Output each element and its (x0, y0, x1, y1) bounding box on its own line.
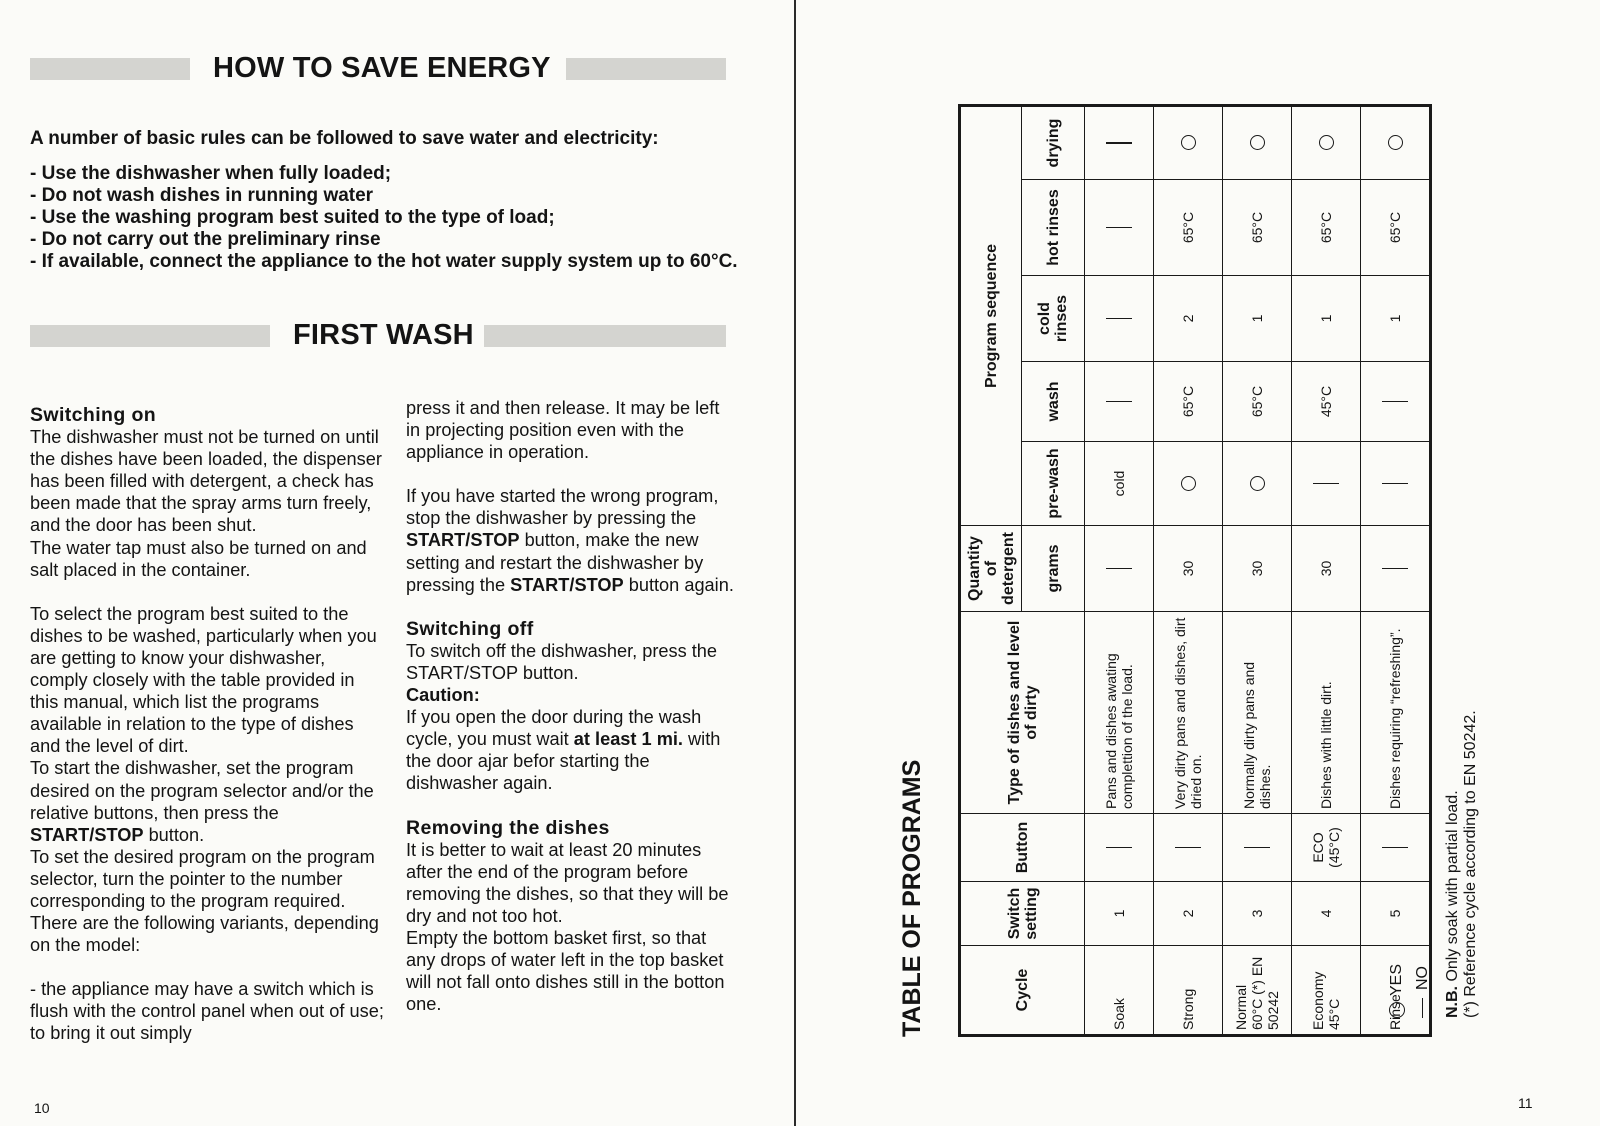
cell-prewash (1292, 442, 1361, 526)
page-fold (794, 0, 796, 1126)
text-run: with the door ajar befor starting the dishwasher again. (406, 729, 721, 794)
dash-icon (1382, 401, 1408, 402)
cell-wash (1085, 362, 1154, 442)
cell-type: Dishes with little dirt. (1292, 612, 1361, 814)
table-row (1361, 106, 1431, 1036)
cell-cycle: Rinse (1361, 946, 1431, 1036)
cell-cold-rinses: 2 (1154, 276, 1223, 362)
first-wash-band-right (484, 325, 726, 347)
header-switch-setting: Switch setting (960, 882, 1085, 946)
cell-button (1154, 814, 1223, 882)
heading-switching-on: Switching on (30, 404, 157, 426)
header-drying: drying (1022, 106, 1085, 180)
dash-icon (1382, 483, 1408, 484)
header-cold-rinses: cold rinses (1022, 276, 1085, 362)
dash-icon (1382, 568, 1408, 569)
cell-type: Very dirty pans and dishes, dirt dried on. (1154, 612, 1223, 814)
dash-icon (1106, 227, 1132, 228)
start-stop-label: START/STOP (406, 530, 520, 551)
cell-cold-rinses: 1 (1361, 276, 1431, 362)
circle-icon (1250, 476, 1265, 491)
paragraph-wrong-program (406, 485, 736, 595)
table-row (1292, 106, 1361, 1036)
header-pre-wash: pre-wash (1022, 442, 1085, 526)
energy-rules-list (30, 163, 738, 273)
header-grams: grams (1022, 526, 1085, 612)
caution-duration: at least 1 mi. (573, 729, 683, 750)
cell-type: Normally dirty pans and dishes. (1223, 612, 1292, 814)
header-cycle: Cycle (960, 946, 1085, 1036)
cell-drying (1085, 106, 1154, 180)
energy-intro: A number of basic rules can be followed to save water and electricity: (30, 128, 659, 149)
header-hot-rinses: hot rinses (1022, 180, 1085, 276)
cell-grams (1085, 526, 1154, 612)
start-stop-label: START/STOP (30, 824, 144, 845)
cell-grams: 30 (1223, 526, 1292, 612)
circle-icon (1250, 136, 1265, 151)
dash-icon (1313, 483, 1339, 484)
nb-text: Only soak with partial load. (1444, 790, 1461, 986)
title-band-left (30, 58, 190, 80)
cell-wash: 45°C (1292, 362, 1361, 442)
cell-grams: 30 (1154, 526, 1223, 612)
programs-table-body (1085, 106, 1431, 1036)
cell-switch: 5 (1361, 882, 1431, 946)
text-run: button. (143, 824, 205, 845)
heading-switching-off: Switching off (406, 617, 534, 640)
cell-switch: 3 (1223, 882, 1292, 946)
dash-icon (1106, 847, 1132, 848)
legend-no (1414, 966, 1432, 1018)
cell-hot-rinses: 65°C (1223, 180, 1292, 276)
cell-hot-rinses: 65°C (1154, 180, 1223, 276)
circle-icon (1319, 136, 1334, 151)
nb-note (1444, 790, 1462, 1018)
header-wash: wash (1022, 362, 1085, 442)
energy-rule: - If available, connect the appliance to the hot water supply system up to 60°C. (30, 251, 738, 272)
reference-note: (*) Reference cycle according to EN 50242. (1462, 710, 1479, 1018)
title-first-wash: FIRST WASH (293, 319, 474, 351)
title-how-to-save-energy: HOW TO SAVE ENERGY (213, 52, 551, 84)
text-run: button again. (623, 574, 734, 595)
heading-removing-dishes: Removing the dishes (406, 816, 610, 839)
dash-icon (1244, 847, 1270, 848)
energy-rule: - Use the washing program best suited to the type of load; (30, 207, 555, 228)
cell-button (1361, 814, 1431, 882)
cell-prewash (1361, 442, 1431, 526)
cell-type: Dishes requiring “refreshing”. (1361, 612, 1431, 814)
dash-icon (1106, 142, 1132, 143)
cell-hot-rinses: 65°C (1361, 180, 1431, 276)
cell-switch: 1 (1085, 882, 1154, 946)
paragraph-switch-variant: - the appliance may have a switch which is flush with the control panel when out of use; to bring it out simply (30, 979, 384, 1044)
rotated-table-block (898, 107, 1403, 1037)
paragraph-select-program: To select the program best suited to the dishes to be washed, particularly when you are getting to know your dishwasher, comply closely with the table provided in this manual, which list the programs available in relation to the type of dishes and the level of dirt. (30, 603, 377, 757)
cell-type: Pans and dishes awating complettion of the load. (1085, 612, 1154, 814)
text-column-right (406, 397, 736, 1015)
title-band-right (566, 58, 726, 80)
text-run: To start the dishwasher, set the program desired on the program selector and/or the relative buttons, then press the (30, 758, 374, 823)
paragraph-switching-on: The dishwasher must not be turned on until the dishes have been loaded, the dispenser has been filled with detergent, a check has been made that the spray arms turn freely, and the door has been shut. (30, 427, 382, 536)
energy-rule: - Do not wash dishes in running water (30, 185, 374, 206)
cell-drying (1223, 106, 1292, 180)
cell-cold-rinses: 1 (1292, 276, 1361, 362)
cell-hot-rinses: 65°C (1292, 180, 1361, 276)
table-row (1085, 106, 1154, 1036)
page-number-right: 11 (1518, 1095, 1533, 1111)
cell-hot-rinses (1085, 180, 1154, 276)
paragraph-start-dishwasher (30, 757, 385, 845)
cell-wash: 65°C (1223, 362, 1292, 442)
cell-wash (1361, 362, 1431, 442)
first-wash-band-left (30, 325, 270, 347)
dash-icon (1175, 847, 1201, 848)
cell-button (1085, 814, 1154, 882)
circle-icon (1181, 136, 1196, 151)
circle-icon (1388, 136, 1403, 151)
cell-prewash: cold (1085, 442, 1154, 526)
cell-cycle: Normal 60°C (*) EN 50242 (1223, 946, 1292, 1036)
circle-icon (1181, 476, 1196, 491)
paragraph-caution (406, 706, 736, 794)
paragraph-removing-basket: Empty the bottom basket first, so that any drops of water left in the top basket will not fall onto dishes still in the botton one. (406, 927, 725, 1015)
dash-icon (1106, 568, 1132, 569)
paragraph-switch-release: press it and then release. It may be left in projecting position even with the appliance in operation. (406, 398, 720, 463)
cell-button (1223, 814, 1292, 882)
cell-grams (1361, 526, 1431, 612)
legend-no-label: NO (1414, 966, 1431, 990)
cell-grams: 30 (1292, 526, 1361, 612)
text-column-left (30, 404, 385, 1045)
header-program-sequence: Program sequence (960, 106, 1022, 526)
legend-yes (1388, 964, 1406, 1018)
energy-rule: - Use the dishwasher when fully loaded; (30, 163, 392, 184)
cell-drying (1292, 106, 1361, 180)
cell-cycle: Economy 45°C (1292, 946, 1361, 1036)
paragraph-set-program: To set the desired program on the program selector, turn the pointer to the number corresponding to the program required. There are the following variants, depending on the model: (30, 846, 379, 956)
paragraph-removing-wait: It is better to wait at least 20 minutes after the end of the program before removing the dishes, so that they will be dry and not too hot. (406, 839, 729, 926)
cell-cycle: Strong (1154, 946, 1223, 1036)
energy-rule: - Do not carry out the preliminary rinse (30, 229, 381, 250)
cell-switch: 2 (1154, 882, 1223, 946)
paragraph-switching-off: To switch off the dishwasher, press the START/STOP button. (406, 640, 718, 683)
dash-icon (1422, 998, 1423, 1018)
dash-icon (1382, 847, 1408, 848)
cell-cycle: Soak (1085, 946, 1154, 1036)
start-stop-label: START/STOP (510, 574, 624, 595)
circle-icon (1389, 1002, 1405, 1018)
cell-wash: 65°C (1154, 362, 1223, 442)
text-run: If you have started the wrong program, stop the dishwasher by pressing the (406, 486, 719, 529)
table-title: TABLE OF PROGRAMS (898, 759, 926, 1037)
cell-cold-rinses: 1 (1223, 276, 1292, 362)
header-button: Button (960, 814, 1085, 882)
header-type-of-dishes: Type of dishes and level of dirty (960, 612, 1085, 814)
header-quantity-detergent: Quantity of detergent (960, 526, 1022, 612)
dash-icon (1106, 401, 1132, 402)
table-row (1223, 106, 1292, 1036)
cell-prewash (1223, 442, 1292, 526)
table-row (1154, 106, 1223, 1036)
caution-label: Caution: (406, 685, 480, 706)
cell-drying (1361, 106, 1431, 180)
text-run: button, make the new setting and restart the dishwasher by pressing the (406, 530, 704, 595)
nb-label: N.B. (1444, 986, 1461, 1018)
cell-prewash (1154, 442, 1223, 526)
legend-yes-label: YES (1388, 963, 1405, 996)
cell-button: ECO (45°C) (1292, 814, 1361, 882)
programs-table (958, 104, 1432, 1037)
cell-switch: 4 (1292, 882, 1361, 946)
paragraph-water-tap: The water tap must also be turned on and salt placed in the container. (30, 537, 367, 580)
cell-cold-rinses (1085, 276, 1154, 362)
page-number-left: 10 (34, 1100, 50, 1116)
dash-icon (1106, 318, 1132, 319)
cell-drying (1154, 106, 1223, 180)
text-run: If you open the door during the wash cycle, you must wait (406, 707, 702, 750)
